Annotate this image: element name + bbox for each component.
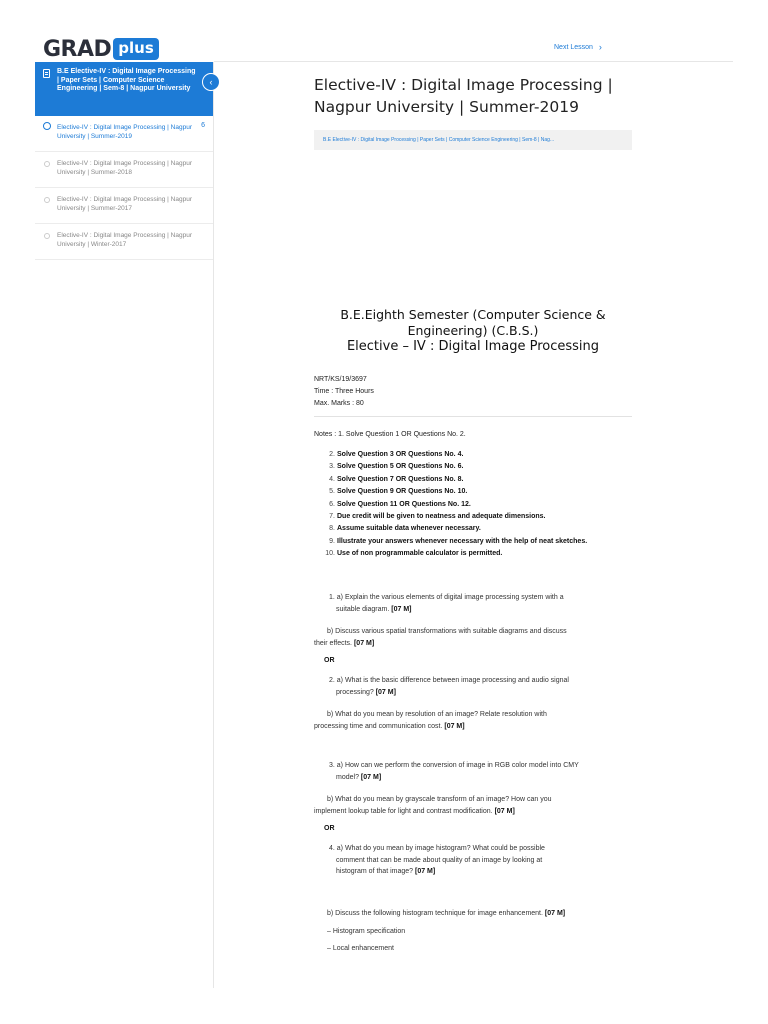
logo-badge: plus <box>113 38 159 60</box>
chevron-left-icon: ‹ <box>209 77 213 87</box>
marks-badge: [07 M] <box>544 910 566 917</box>
logo-text: GRAD <box>43 36 112 62</box>
breadcrumb[interactable]: B.E Elective-IV : Digital Image Processing | Paper Sets | Computer Science Engineering | Sem-8 | Nag... <box>314 130 632 150</box>
sidebar <box>35 62 214 988</box>
or-separator: OR <box>324 825 335 832</box>
sidebar-item-label: Elective-IV : Digital Image Processing | Nagpur University | Winter-2017 <box>57 232 192 248</box>
header-divider <box>214 61 733 62</box>
marks-badge: [07 M] <box>444 722 465 730</box>
sidebar-item-count: 6 <box>201 122 205 129</box>
list-item: 5. Solve Question 9 OR Questions No. 10. <box>329 488 468 496</box>
marks-badge: [07 M] <box>494 807 515 815</box>
divider <box>314 416 632 417</box>
progress-circle-icon <box>44 233 50 239</box>
paper-heading <box>314 307 632 355</box>
list-item: 2. Solve Question 3 OR Questions No. 4. <box>329 451 464 458</box>
paper-max-marks: Max. Marks : 80 <box>314 400 364 407</box>
notes-list <box>322 449 587 561</box>
paper-time: Time : Three Hours <box>314 388 374 395</box>
question-4b: b) Discuss the following histogram technique for image enhancement. [07 M] <box>327 910 566 917</box>
question-1b: b) Discuss various spatial transformations with suitable diagrams and discuss their effects. [07 M] <box>314 628 567 647</box>
list-item: 6. Solve Question 11 OR Questions No. 12. <box>329 500 471 508</box>
marks-badge: [07 M] <box>375 688 396 696</box>
list-item: – Histogram specification <box>327 928 406 935</box>
sidebar-item-summer-2017[interactable] <box>35 188 213 224</box>
collapse-sidebar-button[interactable] <box>202 73 220 91</box>
sidebar-item-label: Elective-IV : Digital Image Processing | Nagpur University | Summer-2017 <box>57 196 192 212</box>
page-title <box>314 74 632 118</box>
list-item: – Local enhancement <box>327 945 394 952</box>
list-item: 9. Illustrate your answers whenever necessary with the help of neat sketches. <box>329 537 588 545</box>
sidebar-item-label: Elective-IV : Digital Image Processing | Nagpur University | Summer-2019 <box>57 124 192 140</box>
notes-heading: Notes : 1. Solve Question 1 OR Questions No. 2. <box>314 431 466 438</box>
sidebar-document-title[interactable] <box>35 62 213 116</box>
chevron-right-icon: › <box>598 42 602 52</box>
marks-badge: [07 M] <box>360 773 382 781</box>
sidebar-item-summer-2018[interactable] <box>35 152 213 188</box>
question-2b: b) What do you mean by resolution of an image? Relate resolution with processing time and communication cost. [07 M] <box>314 711 547 730</box>
progress-circle-icon <box>44 197 50 203</box>
list-item: 8. Assume suitable data whenever necessary. <box>329 525 481 533</box>
paper-code: NRT/KS/19/3697 <box>314 376 367 383</box>
document-icon <box>43 69 50 78</box>
question-2a: 2. a) What is the basic difference between image processing and audio signal processing? [07 M] <box>329 677 569 696</box>
gradplus-logo[interactable] <box>43 36 159 62</box>
paper-heading-line3: Elective – IV : Digital Image Processing <box>346 339 600 354</box>
list-item: 4. Solve Question 7 OR Questions No. 8. <box>329 475 464 483</box>
page-title-line1: Elective-IV : Digital Image Processing | <box>314 76 613 94</box>
marks-badge: [07 M] <box>415 868 436 875</box>
paper-heading-line2: Engineering) (C.B.S.) <box>407 323 539 338</box>
question-3a: 3. a) How can we perform the conversion of image in RGB color model into CMY model? [07 M] <box>329 762 579 781</box>
sidebar-item-winter-2017[interactable] <box>35 224 213 260</box>
sidebar-item-label: Elective-IV : Digital Image Processing | Nagpur University | Summer-2018 <box>57 160 192 176</box>
page-title-line2: Nagpur University | Summer-2019 <box>314 98 579 116</box>
next-lesson-link[interactable] <box>554 42 602 52</box>
or-separator: OR <box>324 657 335 664</box>
main-content <box>314 74 632 150</box>
question-4a: 4. a) What do you mean by image histogram? What could be possible comment that can be made about quality of an image by looking at histogram of that image? [07 M] <box>329 845 545 875</box>
next-lesson-label: Next Lesson <box>554 43 593 51</box>
question-1a: 1. a) Explain the various elements of digital image processing system with a suitable diagram. [07 M] <box>329 594 564 613</box>
list-item: 7. Due credit will be given to neatness and adequate dimensions. <box>329 513 546 521</box>
sidebar-item-summer-2019[interactable] <box>35 116 213 152</box>
question-3b: b) What do you mean by grayscale transform of an image? How can you implement lookup table for light and contrast modification. [07 M] <box>314 796 552 815</box>
progress-circle-icon <box>43 122 51 130</box>
paper-meta <box>314 374 374 410</box>
marks-badge: [07 M] <box>353 639 375 647</box>
marks-badge: [07 M] <box>391 605 412 613</box>
sidebar-document-label: B.E Elective-IV : Digital Image Processing | Paper Sets | Computer Science Engineering | Sem-8 | Nagpur University <box>57 68 196 92</box>
paper-heading-line1: B.E.Eighth Semester (Computer Science & <box>340 307 606 322</box>
progress-circle-icon <box>44 161 50 167</box>
list-item: 3. Solve Question 5 OR Questions No. 6. <box>329 463 464 471</box>
list-item: 10. Use of non programmable calculator is permitted. <box>325 550 503 558</box>
